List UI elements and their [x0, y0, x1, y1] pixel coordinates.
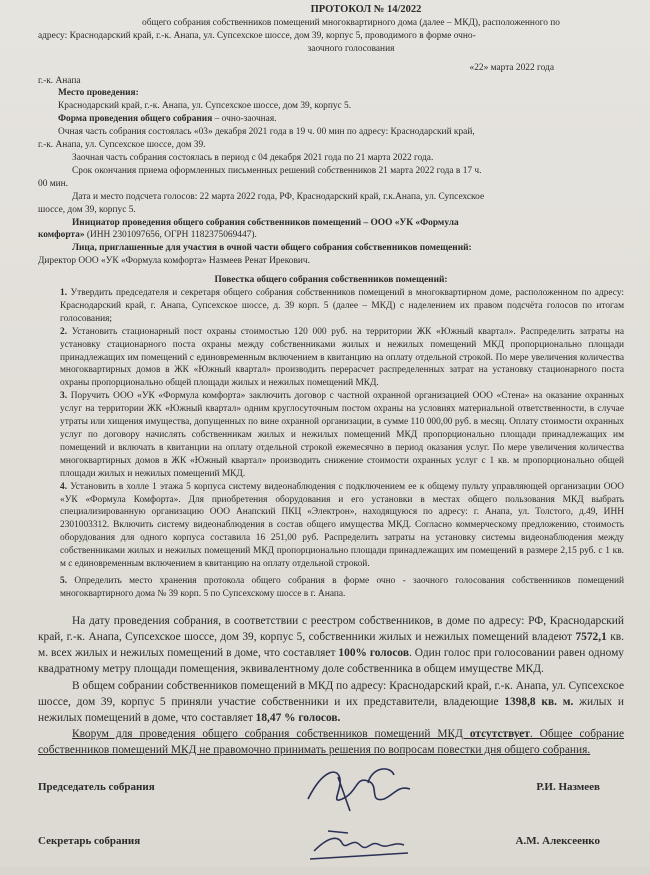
- agenda-item-5: [60, 575, 624, 601]
- agenda-item-number: 2.: [60, 326, 68, 337]
- meeting-info-2: [38, 139, 624, 268]
- secretary-name: А.М. Алексеенко: [515, 834, 600, 847]
- summary-text: В общем собрании собственников помещений в МКД по адресу: Краснодарский край, г.-к. Анапа, ул. Супсехское шоссе, дом 39, корпус 5 приняли участие собственники и их представители, владеющие: [38, 679, 624, 708]
- protocol-header: [38, 4, 624, 87]
- agenda-item-number: 1.: [60, 288, 68, 299]
- ochnaya-line-2: г.-к. Анапа, ул. Супсехское шоссе, дом 39.: [38, 140, 206, 151]
- summary-text: Кворум для проведения общего собрания собственников помещений МКД: [72, 728, 470, 741]
- agenda-title: Повестка общего собрания собственников помещений:: [214, 275, 448, 286]
- count-line-1: Дата и место подсчета голосов: 22 марта 2022 года, РФ, Краснодарский край, г.к.Анапа, ул. Супсехское: [72, 191, 485, 202]
- count-line-2: шоссе, дом 39, корпус 5.: [38, 204, 136, 215]
- chair-label: Председатель собрания: [38, 780, 155, 793]
- header-line-3: заочного голосования: [307, 43, 395, 54]
- agenda-item-text: Утвердить председателя и секретаря общего собрания собственников помещений в многоквартирном доме, расположенном по адресу: Краснодарский край, г. Анапа, Супсехское шоссе, д. 39 корп. 5 (далее – МКД) с наделением их правом подсчёта голосов по итогам голосования;: [60, 288, 624, 324]
- deadline-line-2: 00 мин.: [38, 178, 69, 189]
- invited-label: Лица, приглашенные для участия в очной части общего собрания собственников помещений:: [72, 243, 472, 254]
- secretary-label: Секретарь собрания: [38, 834, 141, 847]
- chair-signature-row: [38, 781, 624, 821]
- invited-value: Директор ООО «УК «Формула комфорта» Назмеев Ренат Ирекович.: [38, 256, 310, 267]
- secretary-signature-row: [38, 835, 624, 875]
- chair-signature-image: [298, 759, 448, 819]
- secretary-signature-image: [308, 817, 458, 867]
- chair-name: Р.И. Назмеев: [536, 780, 600, 793]
- agenda-item-text: Установить стационарный пост охраны стоимостью 120 000 руб. на территории ЖК «Южный квартал». Распределить затраты на установку стационарного поста охраны между собственниками жилых и нежилых помещений МКД пропорционально площади принадлежащих им помещений с единовременным включением в квитанцию на оплату отдельной строкой. По мере увеличения количества многоквартирных домов в ЖК «Южный квартал» производить перерасчет распределенных затрат на установку стационарного поста охраны пропорционально общей площади жилых и нежилых помещений МКД.: [60, 326, 625, 389]
- agenda-item-4: [60, 481, 624, 571]
- agenda-item-3: [60, 390, 624, 480]
- participated-percent: 18,47 % голосов.: [255, 712, 341, 724]
- place-label: Место проведения:: [58, 88, 139, 99]
- total-area: 7572,1: [575, 630, 607, 643]
- ochnaya-line-1: Очная часть собрания состоялась «03» декабря 2021 года в 19 ч. 00 мин по адресу: Краснодарский край,: [58, 127, 475, 138]
- initiator-line-2: [38, 229, 624, 242]
- summary: [38, 613, 624, 759]
- meeting-info: [58, 87, 624, 139]
- agenda-item-2: [60, 326, 624, 391]
- header-line-1: общего собрания собственников помещений многоквартирного дома (далее – МКД), расположенного по: [142, 17, 560, 28]
- form-value: – очно-заочная.: [212, 114, 277, 125]
- agenda: [38, 274, 624, 601]
- initiator-name: комфорта»: [38, 230, 85, 241]
- place-value: Краснодарский край, г.-к. Анапа, ул. Супсехское шоссе, дом 39, корпус 5.: [58, 101, 352, 112]
- initiator-ids: (ИНН 2301097656, ОГРН 1182375069447).: [84, 230, 257, 241]
- form-label: Форма проведения общего собрания: [58, 114, 213, 125]
- quorum-status: отсутствует: [469, 728, 530, 741]
- summary-text: На дату проведения собрания, в соответствии с реестром собственников, в доме по адресу: РФ, Краснодарский край, г.-к. Анапа, Супсехское шоссе, дом 39, корпус 5, собственники жилых и нежилых помещений владеют: [38, 614, 624, 643]
- agenda-item-number: 4.: [60, 481, 68, 492]
- total-percent: 100% голосов: [338, 647, 409, 660]
- deadline-line-1: Срок окончания приема оформленных письменных решений собственников 21 марта 2022 года в 17 ч.: [72, 165, 482, 176]
- agenda-item-text: Определить место хранения протокола общего собрания в форме очно - заочного голосования собственников помещений многоквартирного дома № 39 корп. 5 по Супсехскому шоссе в г. Анапа.: [60, 575, 624, 599]
- summary-text: жилых и нежилых помещений в доме, что составляет: [38, 695, 624, 724]
- zaochnaya-line: Заочная часть собрания состоялась в период с 04 декабря 2021 года по 21 марта 2022 года.: [72, 152, 434, 163]
- summary-text: . Общее собрание собственников помещений МКД не правомочно принимать решения по вопросам повестки дня общего собрания.: [38, 728, 625, 757]
- initiator-line-1: Инициатор проведения общего собрания собственников помещений – ООО «УК «Формула: [72, 217, 459, 228]
- summary-text: . Один голос при голосовании равен одному квадратному метру площади помещения, эквивалентному доле собственника в общем имуществе МКД.: [38, 647, 624, 676]
- header-line-2: адресу: Краснодарский край, г.-к. Анапа, ул. Супсехское шоссе, дом 39, корпус 5, проводимого в форме очно-: [38, 30, 476, 41]
- protocol-date: «22» марта 2022 года: [469, 62, 554, 73]
- summary-paragraph-2: [38, 678, 624, 727]
- agenda-item-number: 3.: [60, 391, 68, 402]
- protocol-title: ПРОТОКОЛ № 14/2022: [310, 4, 422, 15]
- summary-text: кв. м. всех жилых и нежилых помещений в доме, что составляет: [38, 630, 624, 660]
- summary-paragraph-1: [38, 613, 624, 678]
- form-line: [58, 113, 624, 126]
- quorum-statement: [38, 726, 624, 758]
- agenda-item-1: [60, 287, 624, 326]
- signatures: [38, 781, 624, 875]
- protocol-city: г.-к. Анапа: [38, 75, 81, 86]
- agenda-item-number: 5.: [60, 575, 68, 586]
- agenda-item-text: Поручить ООО «УК «Формула комфорта» заключить договор с частной охранной организацией ООО «Стена» на оказание охранных услуг на территории ЖК «Южный квартал» одним круглосуточным постом охраны на условиях материальной ответственности, в случае утраты или хищения имущества, допущенных по вине охранной организации, в сумме 110 000,00 руб. в месяц. Оплату стоимости охранных услуг по договору начислять собственникам жилых и нежилых помещений МКД пропорционально площади принадлежащих им помещений и включать в квитанции на оплату отдельной строкой ежемесячно в период оказания услуг. По мере увеличения количества многоквартирных домов в ЖК «Южный квартал» производить снижение стоимости охранных услуг с 1 кв. м пропорционально общей площади жилых и нежилых помещений МКД.: [60, 391, 625, 479]
- participated-area: 1398,8 кв. м.: [504, 695, 574, 708]
- agenda-item-text: Установить в холле 1 этажа 5 корпуса систему видеонаблюдения с подключением ее к общему пульту управляющей организации ООО «УК «Формула Комфорта». Для приобретения оборудования и его установки в местах общего пользования МКД выбрать специализированную организацию ООО Анапский ПКЦ «Электрон», находящуюся по адресу: г. Анапа, ул. Толстого, д.49, ИНН 2301003312. Включить систему видеонаблюдения в состав общего имущества МКД. Согласно коммерческому предложению, стоимость оборудования для одного корпуса составила 16 251,00 руб. Распределить затраты на установку системы видеонаблюдения между собственниками жилых и нежилых помещений МКД пропорционально площади принадлежащих им помещений в размере 2,15 руб. с 1 кв. м с единовременным включением в квитанцию на оплату отдельной строкой.: [60, 481, 624, 570]
